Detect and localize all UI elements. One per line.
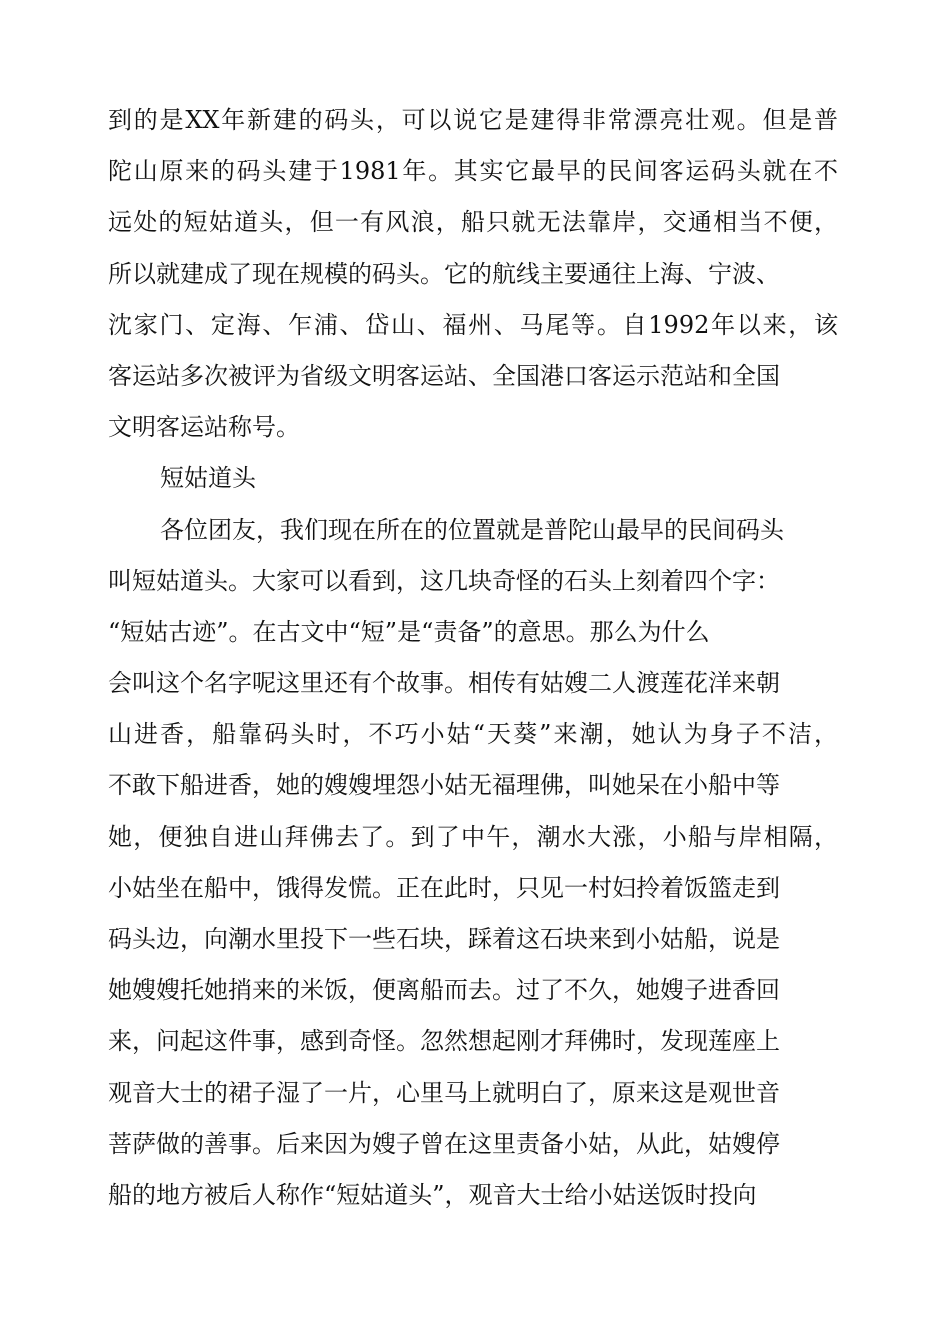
paragraph-line: 不敢下船进香，她的嫂嫂埋怨小姑无福理佛，叫她呆在小船中等 bbox=[108, 771, 780, 800]
paragraph-line: 小姑坐在船中，饿得发慌。正在此时，只见一村妇拎着饭篮走到 bbox=[108, 873, 780, 902]
paragraph-line: 所以就建成了现在规模的码头。它的航线主要通往上海、宁波、 bbox=[108, 259, 780, 288]
paragraph-line: 观音大士的裙子湿了一片，心里马上就明白了，原来这是观世音 bbox=[108, 1078, 780, 1107]
paragraph-line: 到的是XX年新建的码头，可以说它是建得非常漂亮壮观。但是普 bbox=[108, 106, 838, 134]
paragraph-line: 远处的短姑道头，但一有风浪，船只就无法靠岸，交通相当不便， bbox=[108, 208, 838, 237]
paragraph-line: 陀山原来的码头建于1981年。其实它最早的民间客运码头就在不 bbox=[108, 157, 838, 186]
paragraph-line: 她嫂嫂托她捎来的米饭，便离船而去。过了不久，她嫂子进香回 bbox=[108, 976, 780, 1005]
paragraph-line: 船的地方被后人称作“短姑道头”，观音大士给小姑送饭时投向 bbox=[108, 1180, 757, 1209]
paragraph-line: 来，问起这件事，感到奇怪。忽然想起刚才拜佛时，发现莲座上 bbox=[108, 1027, 780, 1056]
paragraph-line: 文明客运站称号。 bbox=[108, 413, 300, 442]
paragraph-line: 她，便独自进山拜佛去了。到了中午，潮水大涨，小船与岸相隔， bbox=[108, 822, 838, 851]
paragraph-line: 沈家门、定海、乍浦、岱山、福州、马尾等。自1992年以来，该 bbox=[108, 310, 838, 339]
paragraph-line: 菩萨做的善事。后来因为嫂子曾在这里责备小姑，从此，姑嫂停 bbox=[108, 1129, 780, 1158]
paragraph-line: 码头边，向潮水里投下一些石块，踩着这石块来到小姑船，说是 bbox=[108, 925, 780, 953]
paragraph-line: 会叫这个名字呢这里还有个故事。相传有姑嫂二人渡莲花洋来朝 bbox=[108, 669, 780, 698]
document-body bbox=[108, 95, 838, 1221]
section-heading: 短姑道头 bbox=[160, 464, 256, 493]
paragraph-line: 山进香，船靠码头时，不巧小姑“天葵”来潮，她认为身子不洁， bbox=[108, 720, 838, 749]
paragraph-line: “短姑古迹”。在古文中“短”是“责备”的意思。那么为什么 bbox=[108, 617, 710, 646]
paragraph-line: 叫短姑道头。大家可以看到，这几块奇怪的石头上刻着四个字： bbox=[108, 566, 780, 595]
paragraph-line: 各位团友，我们现在所在的位置就是普陀山最早的民间码头 bbox=[160, 515, 784, 544]
paragraph-line: 客运站多次被评为省级文明客运站、全国港口客运示范站和全国 bbox=[108, 361, 780, 390]
